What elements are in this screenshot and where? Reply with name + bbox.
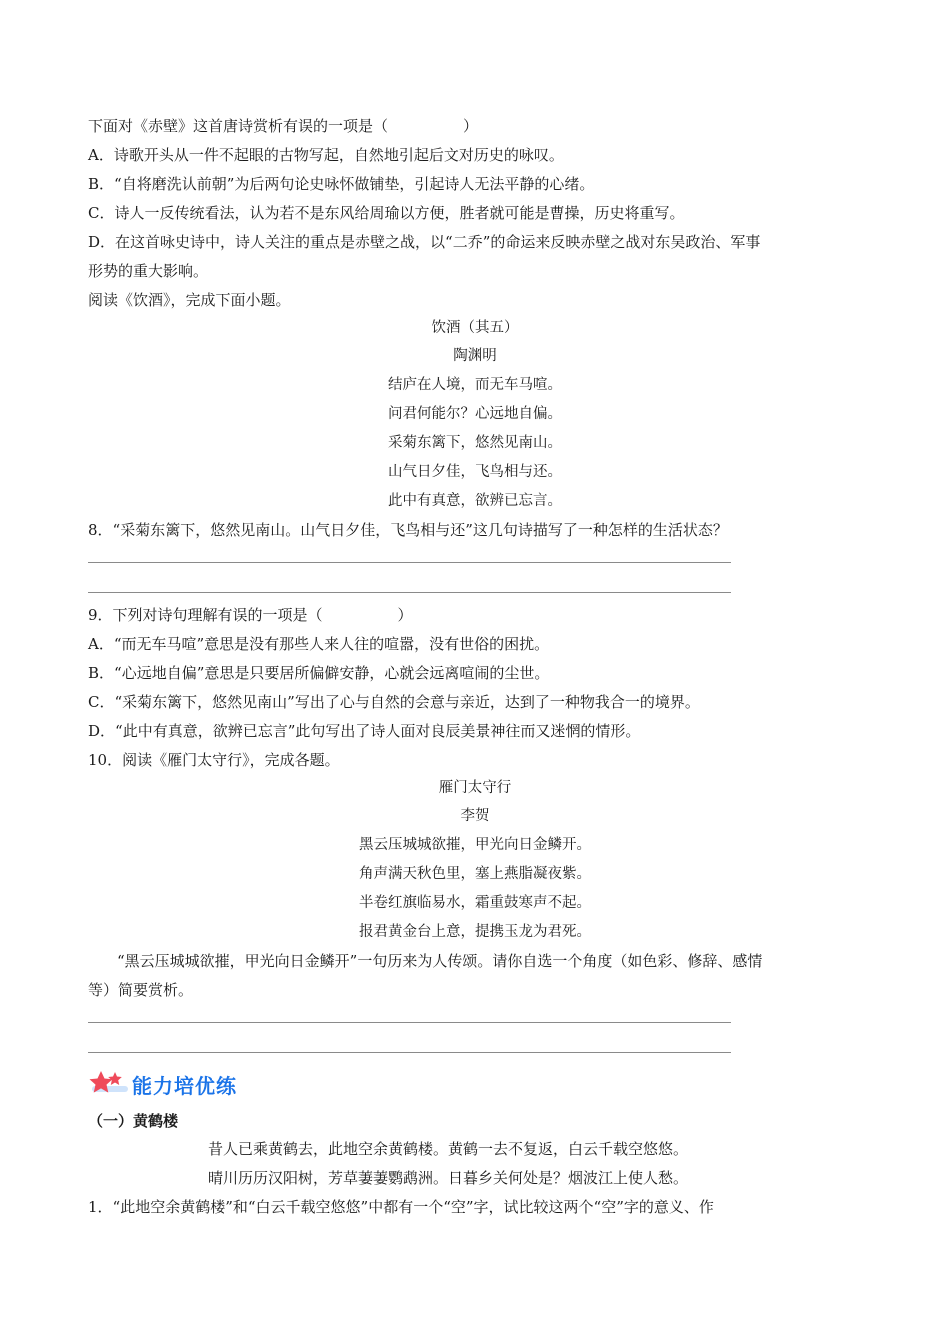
reading-intro-yinjiu: 阅读《饮酒》，完成下面小题。 [88,291,291,309]
poem-line: 半卷红旗临易水，霜重鼓寒声不起。 [359,895,591,911]
option-b-chibi: B．“自将磨洗认前朝”为后两句论史咏怀做铺垫，引起诗人无法平静的心绪。 [88,175,595,193]
poem-title-yinjiu: 饮酒（其五） [431,320,519,336]
poem-line: 问君何能尔？心远地自偏。 [388,406,562,422]
poem-line: 昔人已乘黄鹤去，此地空余黄鹤楼。黄鹤一去不复返，白云千载空悠悠。 [208,1140,689,1158]
poem-line: 黑云压城城欲摧，甲光向日金鳞开。 [359,837,591,853]
question-1: 1．“此地空余黄鹤楼”和“白云千载空悠悠”中都有一个“空”字，试比较这两个“空”字的意义、作 [88,1198,714,1216]
question-10-intro: 10．阅读《雁门太守行》，完成各题。 [88,751,340,769]
poem-line: 采菊东篱下，悠然见南山。 [388,435,562,451]
question-10-text: “黑云压城城欲摧，甲光向日金鳞开”一句历来为人传颂。请你自选一个角度（如色彩、修辞、感情 [117,952,763,970]
option-d-q9: D．“此中有真意，欲辨已忘言”此句写出了诗人面对良辰美景神往而又迷惘的情形。 [88,722,641,740]
poem-line: 此中有真意，欲辨已忘言。 [388,493,562,509]
option-c-q9: C．“采菊东篱下，悠然见南山”写出了心与自然的会意与亲近，达到了一种物我合一的境界。 [88,693,700,711]
answer-line [88,562,731,563]
star-icon [88,1068,128,1098]
option-a-q9: A．“而无车马喧”意思是没有那些人来人往的喧嚣，没有世俗的困扰。 [88,635,550,653]
option-d-chibi: D．在这首咏史诗中，诗人关注的重点是赤壁之战，以“二乔”的命运来反映赤壁之战对东吴政治、军事 [88,233,761,251]
poem-line: 报君黄金台上意，提携玉龙为君死。 [359,924,591,940]
poem-line: 角声满天秋色里，塞上燕脂凝夜紫。 [359,866,591,882]
answer-line [88,592,731,593]
poem-author-yinjiu: 陶渊明 [453,348,497,364]
question-10-text-cont: 等）简要赏析。 [88,981,194,999]
section-title: 能力培优练 [132,1074,237,1098]
option-d-chibi-cont: 形势的重大影响。 [88,262,209,280]
option-c-chibi: C．诗人一反传统看法，认为若不是东风给周瑜以方便，胜者就可能是曹操，历史将重写。 [88,204,685,222]
answer-line [88,1052,731,1053]
option-a-chibi: A．诗歌开头从一件不起眼的古物写起，自然地引起后文对历史的咏叹。 [88,146,564,164]
question-stem-chibi: 下面对《赤壁》这首唐诗赏析有误的一项是（ ） [88,117,479,135]
answer-line [88,1022,731,1023]
section-header [88,1068,237,1098]
poem-line: 山气日夕佳，飞鸟相与还。 [388,464,562,480]
poem-line: 结庐在人境，而无车马喧。 [388,377,562,393]
question-8: 8．“采菊东篱下，悠然见南山。山气日夕佳，飞鸟相与还”这几句诗描写了一种怎样的生活状态？ [88,521,728,539]
poem-line: 晴川历历汉阳树，芳草萋萋鹦鹉洲。日暮乡关何处是？烟波江上使人愁。 [208,1169,689,1187]
poem-title-yanmen: 雁门太守行 [438,780,512,796]
subsection-title: （一）黄鹤楼 [88,1112,179,1130]
option-b-q9: B．“心远地自偏”意思是只要居所偏僻安静，心就会远离喧闹的尘世。 [88,664,550,682]
question-9-stem: 9．下列对诗句理解有误的一项是（ ） [88,606,413,624]
poem-author-yanmen: 李贺 [460,808,490,824]
